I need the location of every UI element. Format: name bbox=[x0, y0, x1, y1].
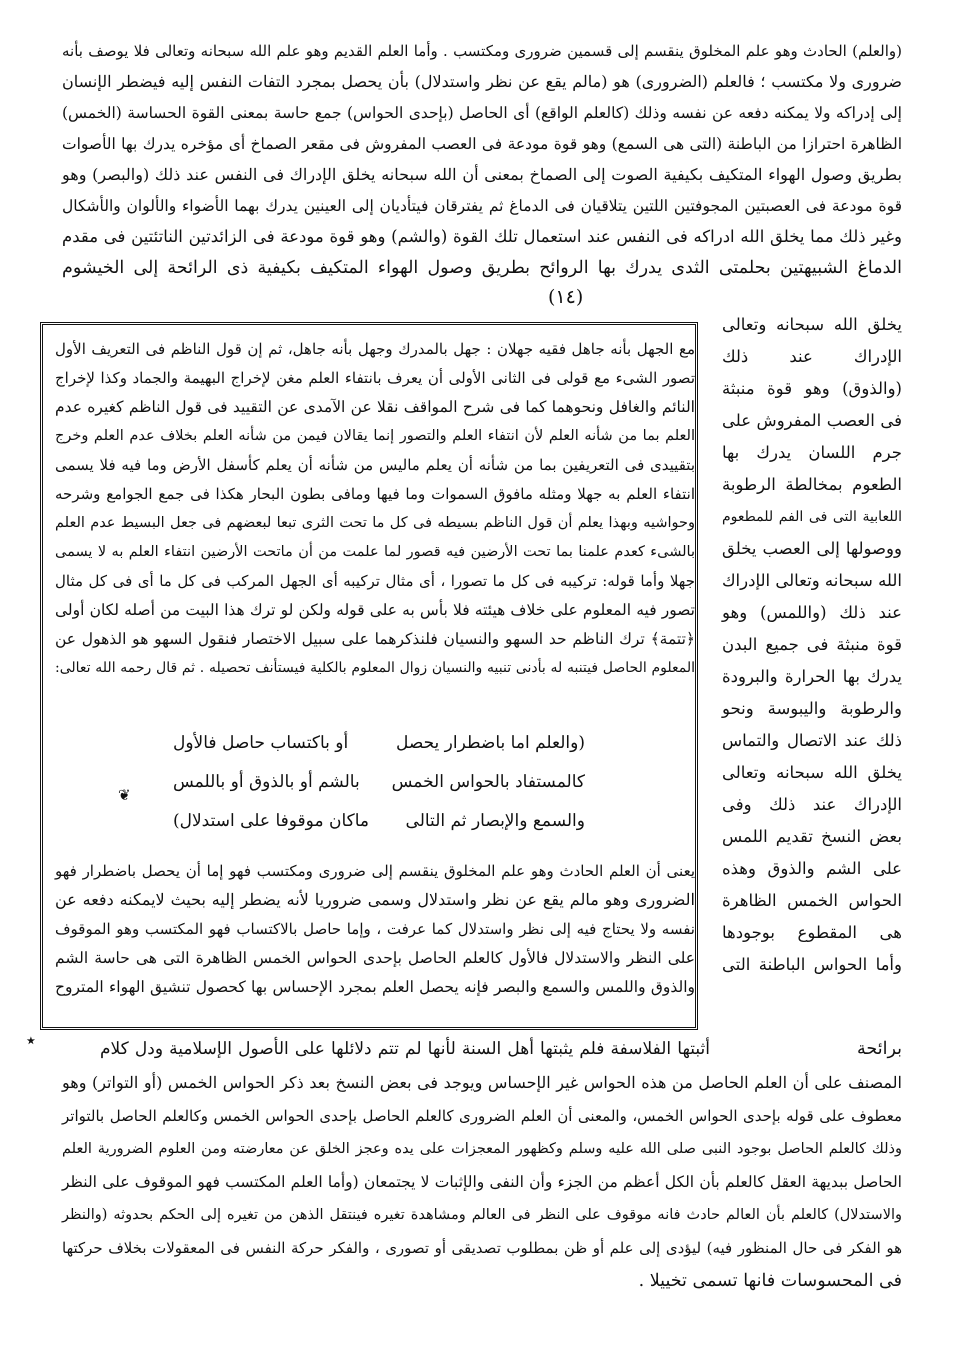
box-line: جهلا وأما قوله: تركيبه فى كل ما تصورا ، أى مثال تركيبه أى الجهل المركب فى كل ما أى فى كل مثال bbox=[55, 572, 695, 590]
box-line: النائم والغافل ونحوهما كما فى شرح المواقف نقلا عن الآمدى عن التقييد فى قول الناظم كغيره عدم bbox=[55, 398, 695, 416]
top-line: وغير ذلك مما يخلق الله ادراكه فى النفس عند استعمال تلك القوة (والشم) وهو قوة مودعة فى الزائدتين الناتئتين فى مقدم bbox=[62, 227, 902, 246]
verse-right-hemistich: كالمستفاد بالحواس الخمس bbox=[391, 772, 585, 792]
side-line: وأما الحواس الباطنة التى bbox=[722, 955, 902, 974]
box-line: نفسه ولا يحتاج فيه إلى نظر واستدلال كما عرفت ، وإما حاصل بالاكتساب فهو المكتسب وهو الموقوف bbox=[55, 920, 695, 938]
side-line: الحواس الخمس الظاهرة bbox=[722, 891, 902, 910]
box-line: يعنى أن العلم الحادث وهو علم المخلوق ينقسم إلى ضرورى ومكتسب فهو إما أن يحصل باضطرار فهو bbox=[55, 862, 695, 880]
box-line: المعلوم الحاصل فيتنبه له بأدنى تنبيه والنسيان زوال المعلوم بالكلية فيستأنف تحصيله . ثم قال رحمه الله تعالى: bbox=[55, 660, 695, 676]
footnote-line: أثبتها الفلاسفة فلم يثبتها أهل السنة لأنها لم تتم دلائلها على الأصول الإسلامية ودل كلام bbox=[100, 1039, 710, 1059]
side-line: ووصولها إلى العصب يخلق bbox=[722, 539, 902, 558]
side-line: ذلك عند الاتصال والتماس bbox=[722, 731, 902, 750]
side-line: الطعوم بمخالطة الرطوبة bbox=[722, 475, 902, 494]
verse-left-hemistich: أو باكتساب حاصل فالأول bbox=[173, 733, 349, 753]
bottom-line: المصنف على أن العلم الحاصل من هذه الحواس غير الإحساس ويوجد فى بعض النسخ بعد ذكر الحواس الخمس (أو التواتر) وهو bbox=[62, 1073, 902, 1092]
side-line: قوة منبثة فى جميع البدن bbox=[722, 635, 902, 654]
commentary-box bbox=[40, 322, 698, 1030]
side-line: هى المقطوع بوجودها bbox=[722, 923, 902, 942]
side-line: برائحة bbox=[857, 1039, 902, 1059]
side-line: فى العصب المفروش على bbox=[722, 411, 902, 430]
side-line: يخلق الله سبحانه وتعالى bbox=[722, 763, 902, 782]
box-line: بتقييدى فى التعريفين بما من شأنه أن يعلم ماليس من شأنه أن يعلم كأسفل الأرض وما فيه فلا يسمى bbox=[55, 456, 695, 474]
top-line: (والعلم) الحادث وهو علم المخلوق ينقسم إلى قسمين ضرورى ومكتسب . وأما العلم القديم وهو علم الله سبحانه وتعالى فلا يوصف بأنه bbox=[62, 42, 902, 60]
side-line: يدرك بها الحرارة والبرودة bbox=[722, 667, 902, 686]
side-line: بعض النسخ تقديم اللمس bbox=[722, 827, 902, 846]
side-line: والرطوبة واليبوسة ونحو bbox=[722, 699, 902, 718]
side-line: جرم اللسان يدرك بها bbox=[722, 443, 902, 462]
page-number: (١٤) bbox=[548, 286, 584, 308]
bottom-line: الحاصل ببديهة العقل كالعلم بأن الكل أعظم من الجزء وأن النفى والإثبات لا يجتمعان (وأما العلم المكتسب فهو الموقوف على النظر bbox=[62, 1173, 902, 1191]
top-line: قوة مودعة فى العصبتين المجوفتين اللتين يتلاقيان فى الدماغ ثم يفترقان فيتأديان إلى العينين يدرك بهما الأضواء والألوان والأشكال bbox=[62, 197, 902, 215]
verse-left-hemistich: ماكان موقوفا على استدلال) bbox=[173, 811, 369, 831]
side-line: (والذوق) وهو قوة منبثة bbox=[722, 379, 902, 398]
side-line: على الشم والذوق وهذه bbox=[722, 859, 902, 878]
top-line: ضرورى ولا مكتسب ؛ فالعلم (الضرورى) هو (مالم يقع عن نظر واستدلال) بأن يحصل بمجرد التفات النفس إليه فيضطر الإنسان bbox=[62, 72, 902, 91]
box-line: انتفاء العلم به جهلا ومثله مافوق السموات وما فيها ومافى بطون البحار هكذا فى جمع الجوامع وشرحه bbox=[55, 485, 695, 503]
side-line: يخلق الله سبحانه وتعالى bbox=[722, 315, 902, 334]
box-line: على النظر والاستدلال فالأول كالعلم الحاصل بإحدى الحواس الخمس الظاهرة التى هى حاسة الشم bbox=[55, 949, 695, 967]
box-line: والذوق واللمس والسمع والبصر فإنه يحصل العلم بمجرد الإحساس بها كحصول تنشيق الهواء المتروح bbox=[55, 978, 695, 996]
box-line: تصور فيه المعلوم على خلاف هيئته فلا بأس به على قوله ولكن لو ترك هذا البيت من أصله لكان أولى bbox=[55, 601, 695, 619]
bottom-line: فى المحسوسات فانها تسمى تخييلا . bbox=[638, 1271, 902, 1291]
box-line: بالشىء كعدم علمنا بما تحت الأرضين فيه قصور لما علمت من أن ماتحت الأرضين انتفاء العلم به لا يسمى bbox=[55, 544, 695, 560]
top-line: الدماغ الشبيهتين بحلمتى الثدى يدرك بها الروائح بطريق وصول الهواء المتكيف بكيفية ذى الرائحة إلى الخيشوم bbox=[62, 258, 902, 278]
margin-tick-icon: ٭ bbox=[26, 1030, 36, 1051]
side-line: عند ذلك (واللمس) وهو bbox=[722, 603, 902, 622]
box-line: مع الجهل بأنه جاهل فقيه جهلان : جهل بالمدرك وجهل بأنه جاهل، ثم إن قول الناظم فى التعريف الأول bbox=[55, 340, 695, 358]
box-line: تصور الشىء مع قولى فى الثانى الأولى أن يعرف بانتفاء العلم مغن لإخراج البهيمة والجماد وكذا لإخراج bbox=[55, 369, 695, 387]
top-line: إلى إدراكه ولا يمكنه دفعه عن نفسه وذلك (كالعلم الواقع) أى الحاصل (بإحدى الحواس) جمع حاسة بمعنى القوة الحساسة (الخمس) bbox=[62, 104, 902, 122]
verse-ornament-icon: ❦ bbox=[118, 786, 131, 804]
bottom-line: هو الفكر فى حال المنظور فيه) ليؤدى إلى علم أو ظن بمطلوب تصديقى أو تصورى ، والفكر حركة النفس فى المعقولات بخلاف حركتها bbox=[62, 1239, 902, 1257]
bottom-line: والاستدلال) كالعلم بأن العالم حادث فانه موقوف على النظر فى العالم ومشاهدة تغيره فينتقل الذهن من تغيره إلى الحكم بحدوثه (والنظر bbox=[62, 1207, 902, 1223]
top-line: الظاهرة احترازا من الباطنة (التى هى السمع) وهو قوة مودعة فى العصب المفروش فى مقعر الصماخ أى مؤخره يدرك بها الأصوات bbox=[62, 135, 902, 153]
side-line: الإدراك عند ذلك bbox=[722, 347, 902, 366]
top-line: بطريق وصول الهواء المتكيف بكيفية الصوت إلى الصماخ بمعنى أن الله سبحانه يخلق الإدراك فى النفس عند ذلك (والبصر) وهو bbox=[62, 165, 902, 184]
side-line: الله سبحانه وتعالى الإدراك bbox=[721, 571, 902, 590]
box-line: العلم بما من شأنه العلم لأن انتفاء العلم والتصور إنما يقالان فيمن من شأنه العلم بخلاف عدم العلم وخرج bbox=[55, 428, 695, 444]
side-line: اللعابية التى فى الفم للمطعوم bbox=[722, 509, 902, 525]
verse-right-hemistich: (والعلم اما باضطرار يحصل bbox=[395, 733, 585, 753]
bottom-line: معطوف على قوله بإحدى الحواس الخمس، والمعنى أن العلم الضرورى كالعلم الحاصل بإحدى الحواس الخمس وكالعلم الحاصل بالتواتر bbox=[62, 1107, 902, 1125]
box-line: الضرورى وهو مالم يقع عن نظر واستدلال وسمى ضروريا لأنه يضطر إليه بحيث لايمكنه دفعه عن bbox=[55, 890, 695, 909]
box-line: وحواشيه وبهذا يعلم أن قول الناظم بسيطه فى كل ما تحت الثرى تبعا لبعضهم فى جعل البسيط عدم العلم bbox=[55, 515, 695, 531]
side-line: الإدراك عند ذلك وفى bbox=[722, 795, 902, 814]
box-line: ﴿تتمة﴾ ترك الناظم حد السهو والنسيان فلنذكرهما على سبيل الاختصار فنقول السهو هو الذهول عن bbox=[55, 630, 695, 648]
verse-right-hemistich: والسمع والإبصار ثم التالى bbox=[405, 811, 585, 831]
verse-left-hemistich: بالشم أو بالذوق أو باللمس bbox=[173, 772, 360, 792]
bottom-line: وذلك كالعلم الحاصل بوجود النبى صلى الله عليه وسلم وكظهور المعجزات على يده وعجز الخلق عن معارضته ومن العلوم الضرورية العلم bbox=[62, 1141, 902, 1157]
